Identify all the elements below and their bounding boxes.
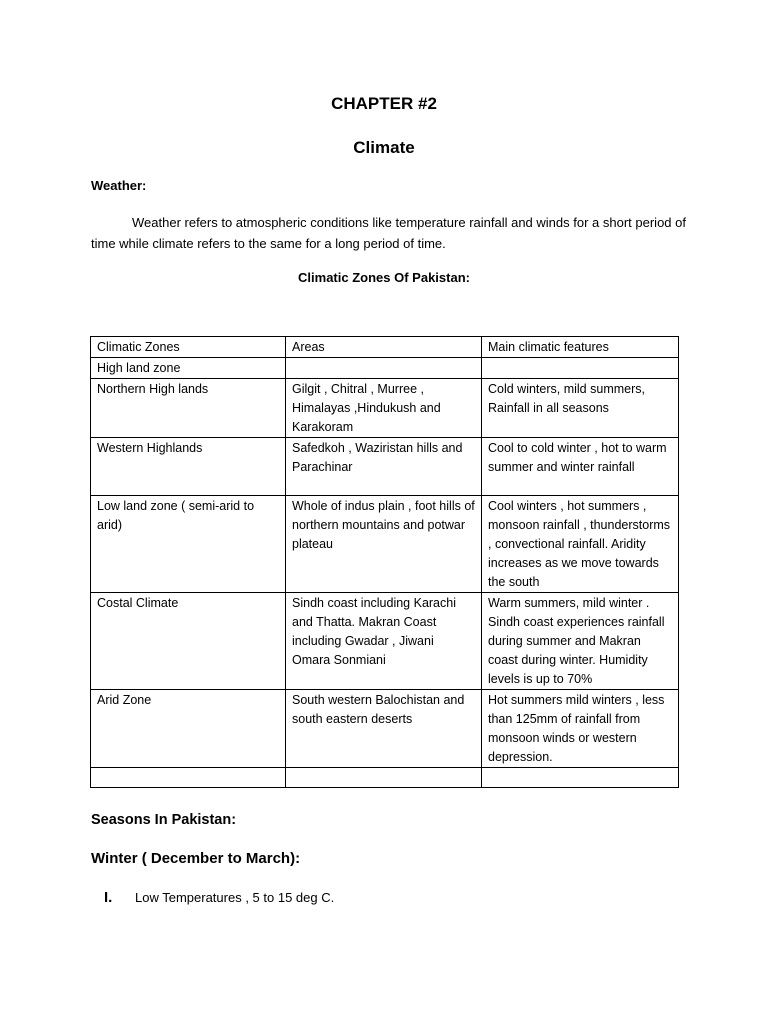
table-cell: Hot summers mild winters , less than 125mm of rainfall from monsoon winds or western depression. bbox=[482, 690, 679, 768]
table-cell bbox=[286, 768, 482, 788]
table-header-cell: Main climatic features bbox=[482, 337, 679, 358]
table-cell: Cool winters , hot summers , monsoon rainfall , thunderstorms , convectional rainfall. Aridity increases as we move towards the south bbox=[482, 496, 679, 593]
table-cell: Cool to cold winter , hot to warm summer and winter rainfall bbox=[482, 438, 679, 496]
table-cell: Western Highlands bbox=[91, 438, 286, 496]
winter-heading: Winter ( December to March): bbox=[91, 850, 301, 867]
weather-paragraph bbox=[91, 212, 687, 254]
table-row bbox=[91, 496, 679, 593]
climatic-zones-heading: Climatic Zones Of Pakistan: bbox=[298, 270, 470, 285]
list-item bbox=[104, 889, 334, 906]
table-row bbox=[91, 358, 679, 379]
table-cell bbox=[286, 358, 482, 379]
table-header-cell: Areas bbox=[286, 337, 482, 358]
seasons-heading: Seasons In Pakistan: bbox=[91, 812, 237, 828]
table-cell: South western Balochistan and south eastern deserts bbox=[286, 690, 482, 768]
table-cell: Low land zone ( semi-arid to arid) bbox=[91, 496, 286, 593]
list-item-number: I. bbox=[104, 889, 113, 906]
table-cell: Warm summers, mild winter . Sindh coast experiences rainfall during summer and Makran coast during winter. Humidity levels is up to 70% bbox=[482, 593, 679, 690]
table-cell: Costal Climate bbox=[91, 593, 286, 690]
table-header-cell: Climatic Zones bbox=[91, 337, 286, 358]
table-cell: Safedkoh , Waziristan hills and Parachinar bbox=[286, 438, 482, 496]
table-row bbox=[91, 438, 679, 496]
table-row bbox=[91, 768, 679, 788]
table-cell: Gilgit , Chitral , Murree , Himalayas ,Hindukush and Karakoram bbox=[286, 379, 482, 438]
table-cell bbox=[482, 358, 679, 379]
table-row bbox=[91, 593, 679, 690]
table-row bbox=[91, 690, 679, 768]
table-cell bbox=[482, 768, 679, 788]
chapter-heading: CHAPTER #2 bbox=[331, 94, 437, 113]
table-cell: High land zone bbox=[91, 358, 286, 379]
table-cell: Sindh coast including Karachi and Thatta. Makran Coast including Gwadar , Jiwani Omara Sonmiani bbox=[286, 593, 482, 690]
table-header-row bbox=[91, 337, 679, 358]
table-cell: Whole of indus plain , foot hills of northern mountains and potwar plateau bbox=[286, 496, 482, 593]
chapter-title: Climate bbox=[353, 138, 415, 157]
table-cell: Arid Zone bbox=[91, 690, 286, 768]
table-cell: Cold winters, mild summers, Rainfall in all seasons bbox=[482, 379, 679, 438]
table-row bbox=[91, 379, 679, 438]
weather-heading: Weather: bbox=[91, 178, 147, 193]
weather-paragraph-text: Weather refers to atmospheric conditions like temperature rainfall and winds for a short period of time while climate refers to the same for a long period of time. bbox=[91, 215, 686, 251]
table-cell bbox=[91, 768, 286, 788]
climatic-zones-table bbox=[90, 336, 679, 788]
table-cell: Northern High lands bbox=[91, 379, 286, 438]
list-item-text: Low Temperatures , 5 to 15 deg C. bbox=[135, 890, 335, 905]
